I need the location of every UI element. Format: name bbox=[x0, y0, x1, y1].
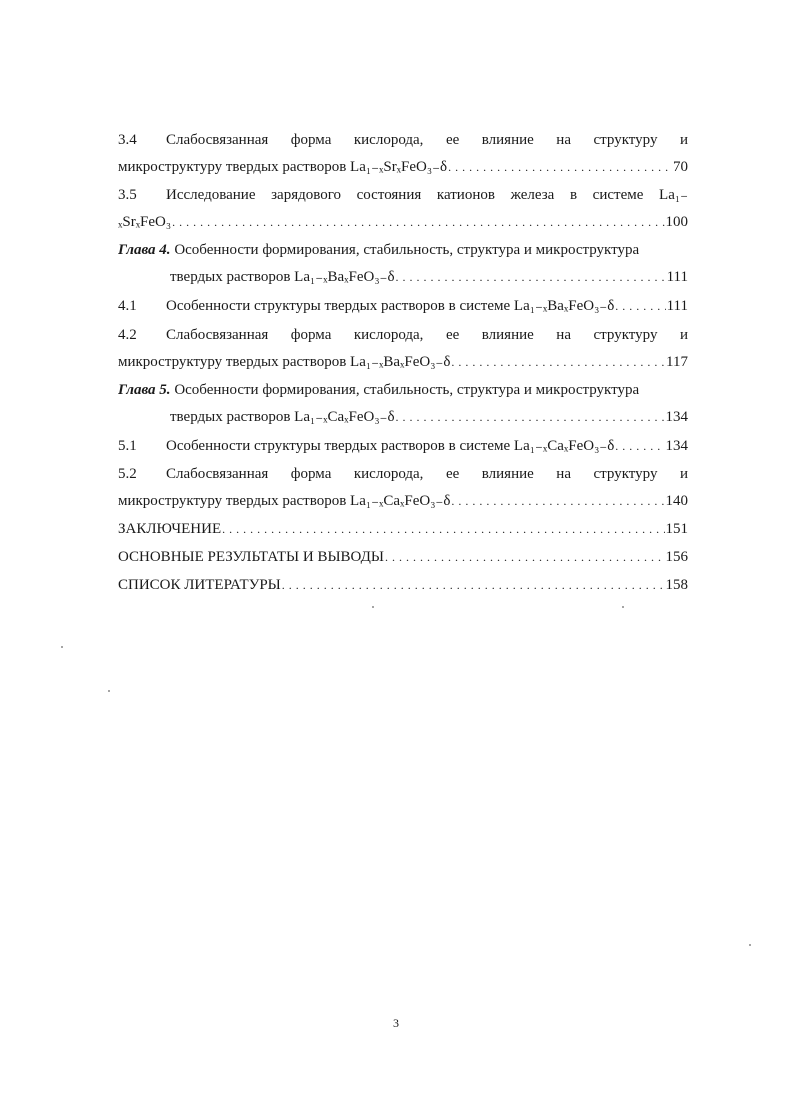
page-ref: 100 bbox=[665, 214, 688, 230]
leader-dots bbox=[615, 296, 665, 316]
entry-title-continued: микроструктуру твердых растворов La₁₋ₓSrₓFeO₃₋δ bbox=[118, 159, 448, 175]
entry-title: Слабосвязанная форма кислорода, ее влияние на структуру и bbox=[166, 132, 688, 148]
leader-dots bbox=[451, 352, 665, 372]
entry-title: Слабосвязанная форма кислорода, ее влияние на структуру и bbox=[166, 466, 688, 482]
leader-dots bbox=[396, 267, 666, 287]
section-number: 3.5 bbox=[118, 187, 137, 203]
page-ref: 151 bbox=[665, 521, 688, 537]
entry-title: ЗАКЛЮЧЕНИЕ bbox=[118, 521, 222, 537]
entry-title-continued: ₓSrₓFeO₃ bbox=[118, 214, 172, 230]
leader-dots bbox=[222, 519, 664, 539]
entry-title: Особенности структуры твердых растворов в системе La₁₋ₓBaₓFeO₃₋δ bbox=[166, 298, 615, 314]
chapter-title-continued: твердых растворов La₁₋ₓCaₓFeO₃₋δ bbox=[170, 409, 395, 425]
toc-entry-4-1[interactable] bbox=[118, 296, 688, 316]
entry-title: ОСНОВНЫЕ РЕЗУЛЬТАТЫ И ВЫВОДЫ bbox=[118, 549, 384, 565]
page-number: 3 bbox=[393, 1016, 399, 1030]
entry-title: Слабосвязанная форма кислорода, ее влияние на структуру и bbox=[166, 327, 688, 343]
toc-chapter-5-line1 bbox=[118, 380, 688, 400]
section-number: 5.2 bbox=[118, 466, 137, 482]
toc-entry-3-4-line2[interactable] bbox=[118, 157, 688, 177]
page-ref: 156 bbox=[665, 549, 688, 565]
toc-entry-3-5-line1 bbox=[118, 185, 688, 205]
scan-speck bbox=[61, 646, 63, 648]
toc-entry-4-2-line1 bbox=[118, 325, 688, 345]
page-ref: 134 bbox=[665, 438, 688, 454]
toc-entry-3-5-line2[interactable] bbox=[118, 212, 688, 232]
scan-speck bbox=[622, 606, 624, 608]
entry-title-continued: микроструктуру твердых растворов La₁₋ₓBaₓFeO₃₋δ bbox=[118, 354, 451, 370]
entry-title: Особенности структуры твердых растворов в системе La₁₋ₓCaₓFeO₃₋δ bbox=[166, 438, 615, 454]
toc-entry-5-1[interactable] bbox=[118, 436, 688, 456]
toc-entry-5-2-line2[interactable] bbox=[118, 491, 688, 511]
page-ref: 134 bbox=[665, 409, 688, 425]
section-number: 4.1 bbox=[118, 298, 137, 314]
chapter-title-continued: твердых растворов La₁₋ₓBaₓFeO₃₋δ bbox=[170, 269, 395, 285]
page-ref: 70 bbox=[673, 159, 688, 175]
scan-speck bbox=[372, 606, 374, 608]
chapter-label: Глава 4. bbox=[118, 242, 171, 258]
entry-title: СПИСОК ЛИТЕРАТУРЫ bbox=[118, 577, 281, 593]
toc-chapter-4-line1 bbox=[118, 240, 688, 260]
scan-speck bbox=[108, 690, 110, 692]
chapter-title: Особенности формирования, стабильность, структура и микроструктура bbox=[174, 242, 640, 258]
entry-title-continued: микроструктуру твердых растворов La₁₋ₓCaₓFeO₃₋δ bbox=[118, 493, 451, 509]
leader-dots bbox=[451, 491, 664, 511]
leader-dots bbox=[282, 575, 665, 595]
toc-chapter-5-line2[interactable] bbox=[170, 407, 688, 427]
section-number: 5.1 bbox=[118, 438, 137, 454]
toc-entry-conclusion[interactable] bbox=[118, 519, 688, 539]
leader-dots bbox=[172, 212, 664, 232]
page-ref: 158 bbox=[665, 577, 688, 593]
leader-dots bbox=[615, 436, 664, 456]
toc-entry-5-2-line1 bbox=[118, 464, 688, 484]
toc-entry-4-2-line2[interactable] bbox=[118, 352, 688, 372]
page-ref: 117 bbox=[666, 354, 688, 370]
leader-dots bbox=[396, 407, 665, 427]
chapter-title: Особенности формирования, стабильность, структура и микроструктура bbox=[174, 382, 640, 398]
toc-entry-3-4-line1 bbox=[118, 130, 688, 150]
section-number: 4.2 bbox=[118, 327, 137, 343]
page-ref: 111 bbox=[666, 269, 688, 285]
entry-title: Исследование зарядового состояния катионов железа в системе La₁₋ bbox=[166, 187, 688, 203]
toc-entry-references[interactable] bbox=[118, 575, 688, 595]
section-number: 3.4 bbox=[118, 132, 137, 148]
leader-dots bbox=[448, 157, 672, 177]
leader-dots bbox=[385, 547, 665, 567]
toc-entry-results[interactable] bbox=[118, 547, 688, 567]
page-ref: 111 bbox=[666, 298, 688, 314]
toc-chapter-4-line2[interactable] bbox=[170, 267, 688, 287]
scan-speck bbox=[749, 944, 751, 946]
chapter-label: Глава 5. bbox=[118, 382, 171, 398]
page-ref: 140 bbox=[665, 493, 688, 509]
